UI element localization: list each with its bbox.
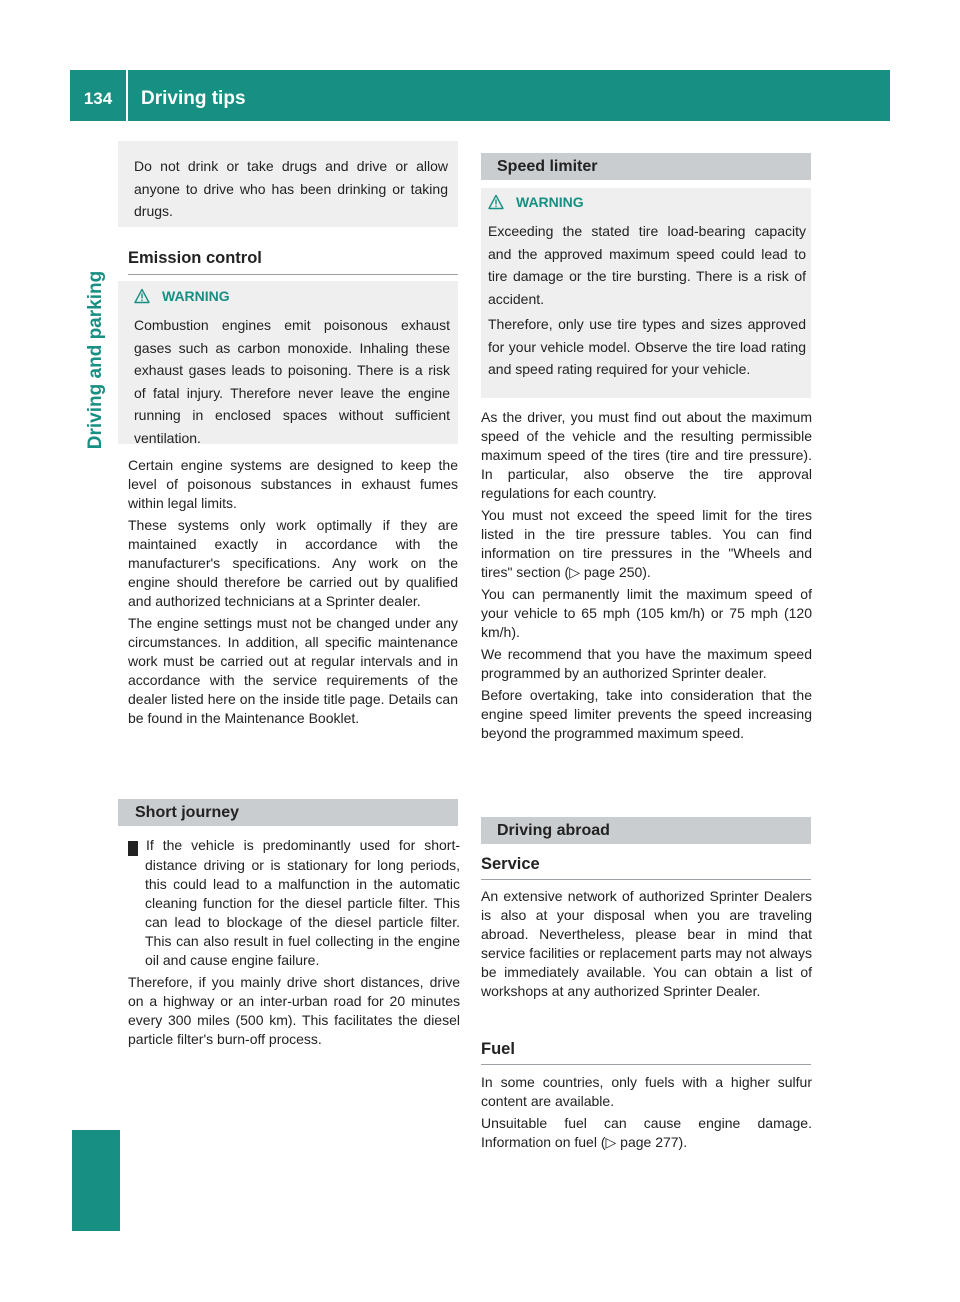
emission-heading: Emission control — [128, 249, 262, 267]
exclamation-icon: ! — [128, 841, 138, 856]
driving-abroad-section-bar — [481, 817, 811, 844]
note-text: Do not drink or take drugs and drive or allow anyone to drive who has been drinking or taking drugs. — [134, 158, 448, 219]
notice-paragraph — [111, 836, 460, 970]
paragraph: The engine settings must not be changed under any circumstances. In addition, all specific maintenance work must be carried out at regular intervals and in accordance with the service requirements of the dealer listed here on the inside title page. Details can be found in the Maintenance Booklet. — [128, 615, 458, 726]
side-tab-label: Driving and parking — [85, 270, 106, 450]
speed-limiter-body — [481, 408, 812, 743]
fuel-body — [481, 1073, 812, 1152]
side-tab — [72, 150, 120, 570]
service-heading: Service — [481, 855, 540, 873]
service-rule — [481, 879, 811, 880]
speed-warning-box — [481, 188, 811, 398]
short-journey-body — [111, 836, 460, 1049]
header-divider — [126, 70, 128, 121]
section-heading: Speed limiter — [497, 158, 598, 175]
paragraph: You must not exceed the speed limit for the tires listed in the tire pressure tables. You can find information on tire pressures in the "Wheels and tires" section (▷ page 250). — [481, 507, 812, 580]
warning-header — [488, 192, 806, 212]
emission-rule — [128, 274, 458, 275]
paragraph: We recommend that you have the maximum speed programmed by an authorized Sprinter dealer. — [481, 646, 812, 681]
service-body — [481, 887, 812, 1001]
speed-limiter-section-bar — [481, 153, 811, 180]
warning-text: Combustion engines emit poisonous exhaust gases such as carbon monoxide. Inhaling these exhaust gases leads to poisoning. There is a risk of fatal injury. Therefore never leave the engine running in enclosed spaces without sufficient ventilation. — [134, 317, 450, 446]
paragraph: Before overtaking, take into consideration that the engine speed limiter prevents the speed increasing beyond the programmed maximum speed. — [481, 687, 812, 741]
paragraph: Certain engine systems are designed to keep the level of poisonous substances in exhaust fumes within legal limits. — [128, 457, 458, 511]
side-tab-marker — [72, 1130, 120, 1231]
note-box — [118, 141, 458, 227]
paragraph: You can permanently limit the maximum speed of your vehicle to 65 mph (105 km/h) or 75 mph (120 km/h). — [481, 586, 812, 640]
page-number: 134 — [83, 89, 113, 108]
warning-text: Therefore, only use tire types and sizes approved for your vehicle model. Observe the tire load rating and speed rating required for your vehicle. — [488, 316, 806, 377]
paragraph: Unsuitable fuel can cause engine damage. Information on fuel (▷ page 277). — [481, 1115, 812, 1150]
notice-text: If the vehicle is predominantly used for short-distance driving or is stationary for long periods, this could lead to a malfunction in the automatic cleaning function for the diesel particle filter. This can lead to blockage of the diesel particle filter. This can also result in fuel collecting in the engine oil and cause engine failure. — [145, 837, 460, 968]
paragraph: As the driver, you must find out about the maximum speed of the vehicle and the resulting permissible maximum speed of the tires (tire and tire pressure). In particular, also observe the tire approval regulations for each country. — [481, 409, 812, 501]
fuel-heading: Fuel — [481, 1040, 515, 1058]
warning-triangle-icon — [488, 194, 504, 210]
section-heading: Driving abroad — [497, 822, 610, 839]
emission-warning-box — [118, 281, 458, 444]
warning-triangle-icon — [134, 288, 150, 304]
warning-header — [134, 286, 450, 306]
paragraph: These systems only work optimally if they are maintained exactly in accordance with the manufacturer's specifications. Any work on the engine should therefore be carried out by qualified and authorized technicians at a Sprinter dealer. — [128, 517, 458, 609]
warning-text: Exceeding the stated tire load-bearing capacity and the approved maximum speed could lead to tire damage or the tire bursting. There is a risk of accident. — [488, 223, 806, 307]
section-heading: Short journey — [135, 804, 240, 821]
warning-label: WARNING — [516, 194, 584, 210]
paragraph: An extensive network of authorized Sprinter Dealers is also at your disposal when you are traveling abroad. Nevertheless, please bear in mind that service facilities or replacement parts may not always be immediately available. You can obtain a list of workshops at any authorized Sprinter Dealer. — [481, 888, 812, 999]
paragraph: In some countries, only fuels with a higher sulfur content are available. — [481, 1074, 812, 1109]
warning-label: WARNING — [162, 288, 230, 304]
paragraph: Therefore, if you mainly drive short distances, drive on a highway or an inter-urban road for 20 minutes every 300 miles (500 km). This facilitates the diesel particle filter's burn-off process. — [128, 974, 460, 1047]
emission-body — [128, 456, 458, 728]
short-journey-section-bar — [118, 799, 458, 826]
page-title: Driving tips — [141, 88, 246, 109]
fuel-rule — [481, 1064, 811, 1065]
